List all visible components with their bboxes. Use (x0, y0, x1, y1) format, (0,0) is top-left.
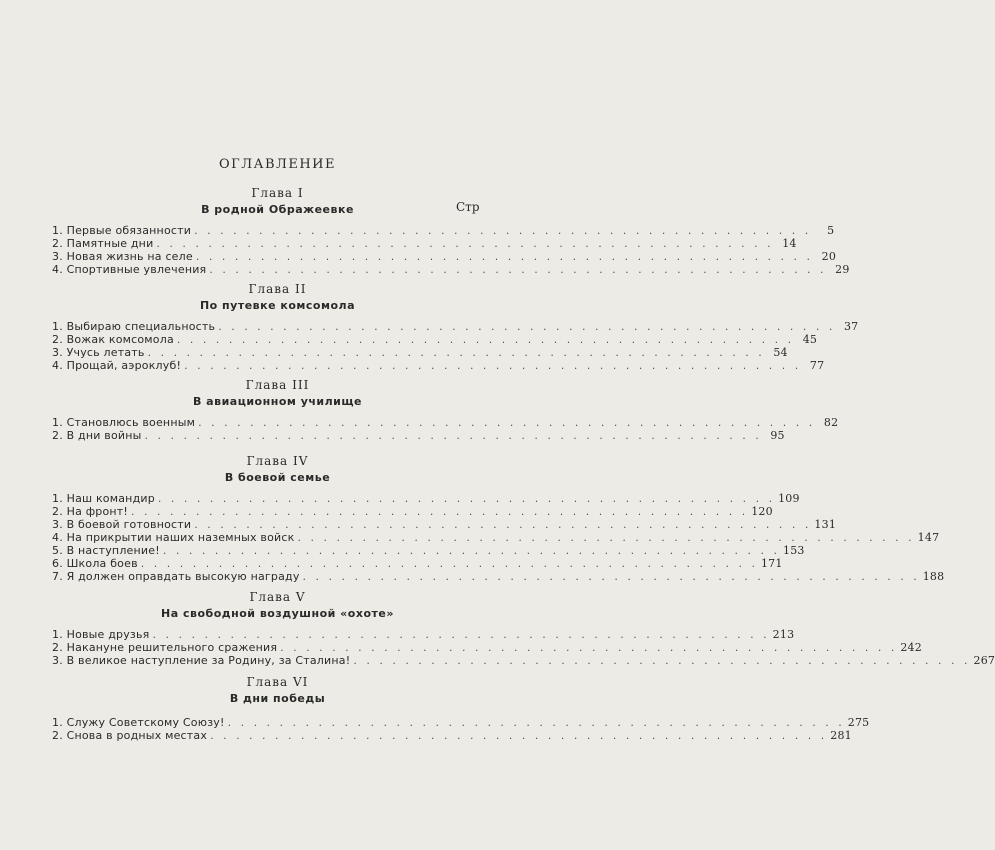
toc-entry (52, 518, 837, 531)
dot-leader: . . . . . . . . . . . . . . . . . . . . . . . . . . . . . . . . . . . . . . . . . . . . . . . . (156, 237, 774, 250)
dot-leader: . . . . . . . . . . . . . . . . . . . . . . . . . . . . . . . . . . . . . . . . . . . . . . . . (218, 320, 836, 333)
toc-entry-title: 2. Памятные дни (52, 237, 154, 250)
toc-entry-page: 37 (843, 320, 859, 333)
toc-entry-title: 1. Первые обязанности (52, 224, 192, 237)
toc-entry (52, 729, 852, 742)
chapter-label: Глава II (248, 282, 307, 296)
chapter-title: По путевке комсомола (199, 299, 356, 312)
toc-entry-title: 3. В боевой готовности (52, 518, 192, 531)
toc-entry-page: 213 (772, 628, 795, 641)
dot-leader: . . . . . . . . . . . . . . . . . . . . . . . . . . . . . . . . . . . . . . . . . . . . . . . . (227, 716, 845, 729)
page-title: ОГЛАВЛЕНИЕ (218, 157, 336, 172)
toc-entry-title: 4. Прощай, аэроклуб! (52, 359, 182, 372)
toc-entry-page: 82 (823, 416, 839, 429)
toc-entry (52, 505, 773, 518)
toc-entry (52, 320, 859, 333)
toc-entry-title: 5. В наступление! (52, 544, 160, 557)
dot-leader: . . . . . . . . . . . . . . . . . . . . . . . . . . . . . . . . . . . . . . . . . . . . . . . . (297, 531, 915, 544)
dot-leader: . . . . . . . . . . . . . . . . . . . . . . . . . . . . . . . . . . . . . . . . . . . . . . . . (162, 544, 781, 557)
chapter-label: Глава VI (246, 675, 309, 689)
toc-entry-page: 20 (821, 250, 837, 263)
toc-entry-title: 1. Выбираю специальность (52, 320, 216, 333)
chapter-title: В родной Ображеевке (201, 203, 354, 216)
toc-entry-page: 5 (827, 224, 835, 237)
chapter-label: Глава III (245, 378, 310, 392)
toc-entry-page: 45 (802, 333, 818, 346)
toc-entry-title: 1. Новые друзья (52, 628, 150, 641)
toc-entry-page: 109 (778, 492, 800, 505)
toc-entry (52, 544, 805, 557)
toc-entry (52, 224, 835, 237)
toc-entry-title: 4. Спортивные увлечения (52, 263, 207, 276)
toc-entry (52, 346, 788, 359)
dot-leader: . . . . . . . . . . . . . . . . . . . . . . . . . . . . . . . . . . . . . . . . . . . . . . . . (195, 250, 814, 263)
dot-leader: . . . . . . . . . . . . . . . . . . . . . . . . . . . . . . . . . . . . . . . . . . . . . . . . (353, 654, 971, 667)
toc-entry-page: 188 (922, 570, 945, 583)
toc-entry-title: 2. Накануне решительного сражения (52, 641, 278, 654)
toc-entry-title: 2. В дни войны (52, 429, 142, 442)
toc-entry (52, 237, 797, 250)
toc-entry (52, 250, 837, 263)
toc-entry-page: 281 (830, 729, 852, 742)
toc-entry (52, 531, 940, 544)
toc-entry-page: 95 (770, 429, 785, 442)
toc-entry-page: 171 (760, 557, 783, 570)
toc-entry-title: 1. Наш командир (52, 492, 155, 505)
toc-entry-title: 3. В великое наступление за Родину, за Сталина! (52, 654, 351, 667)
toc-entry (52, 654, 995, 667)
toc-entry-page: 14 (782, 237, 797, 250)
toc-entry-page: 147 (917, 531, 940, 544)
toc-entry-title: 3. Новая жизнь на селе (52, 250, 193, 263)
dot-leader: . . . . . . . . . . . . . . . . . . . . . . . . . . . . . . . . . . . . . . . . . . . . . . . . (131, 505, 749, 518)
chapter-label: Глава I (251, 186, 304, 200)
toc-entry-page: 54 (773, 346, 788, 359)
toc-entry-title: 3. Учусь летать (52, 346, 145, 359)
toc-entry-page: 242 (900, 641, 922, 654)
chapter-title: На свободной воздушной «охоте» (161, 607, 394, 620)
toc-entry-title: 6. Школа боев (52, 557, 138, 570)
chapter-label: Глава IV (246, 454, 309, 468)
toc-entry (52, 570, 945, 583)
dot-leader: . . . . . . . . . . . . . . . . . . . . . . . . . . . . . . . . . . . . . . . . . . . . . . . . (152, 628, 770, 641)
toc-entry (52, 416, 839, 429)
dot-leader: . . . . . . . . . . . . . . . . . . . . . . . . . . . . . . . . . . . . . . . . . . . . . . . . (184, 359, 802, 372)
toc-entry (52, 429, 785, 442)
toc-entry (52, 492, 800, 505)
toc-entry-page: 267 (973, 654, 995, 667)
toc-entry-title: 1. Становлюсь военным (52, 416, 196, 429)
dot-leader: . . . . . . . . . . . . . . . . . . . . . . . . . . . . . . . . . . . . . . . . . . . . . . . . (302, 570, 920, 583)
dot-leader: . . . . . . . . . . . . . . . . . . . . . . . . . . . . . . . . . . . . . . . . . . . . . . . . (209, 263, 827, 276)
toc-entry-title: 2. На фронт! (52, 505, 129, 518)
dot-leader: . . . . . . . . . . . . . . . . . . . . . . . . . . . . . . . . . . . . . . . . . . . . . . . . (144, 429, 762, 442)
dot-leader: . . . . . . . . . . . . . . . . . . . . . . . . . . . . . . . . . . . . . . . . . . . . . . . . (157, 492, 776, 505)
toc-entry-title: 2. Снова в родных местах (52, 729, 208, 742)
toc-entry-title: 4. На прикрытии наших наземных войск (52, 531, 295, 544)
toc-entry (52, 557, 783, 570)
dot-leader: . . . . . . . . . . . . . . . . . . . . . . . . . . . . . . . . . . . . . . . . . . . . . . . . (198, 416, 816, 429)
chapter-title: В боевой семье (224, 471, 331, 484)
chapter-label: Глава V (249, 590, 306, 604)
dot-leader: . . . . . . . . . . . . . . . . . . . . . . . . . . . . . . . . . . . . . . . . . . . . . . . . (176, 333, 795, 346)
toc-entry-page: 120 (751, 505, 773, 518)
toc-entry (52, 359, 825, 372)
toc-entry (52, 716, 870, 729)
toc-entry-title: 1. Служу Советскому Союзу! (52, 716, 225, 729)
toc-entry-page: 77 (809, 359, 825, 372)
toc-entry-page: 131 (814, 518, 837, 531)
dot-leader: . . . . . . . . . . . . . . . . . . . . . . . . . . . . . . . . . . . . . . . . . . . . . . . . (147, 346, 765, 359)
toc-entry-page: 275 (847, 716, 870, 729)
toc-entry-page: 29 (835, 263, 850, 276)
toc-entry (52, 263, 850, 276)
toc-entry-title: 7. Я должен оправдать высокую награду (52, 570, 300, 583)
dot-leader: . . . . . . . . . . . . . . . . . . . . . . . . . . . . . . . . . . . . . . . . . . . . . . . . (210, 729, 828, 742)
page-column-label: Стр (456, 200, 480, 214)
toc-entry (52, 333, 818, 346)
chapter-title: В авиационном училище (192, 395, 363, 408)
dot-leader: . . . . . . . . . . . . . . . . . . . . . . . . . . . . . . . . . . . . . . . . . . . . . . . . (280, 641, 898, 654)
chapter-title: В дни победы (229, 692, 326, 705)
toc-entry (52, 628, 795, 641)
toc-entry (52, 641, 922, 654)
toc-entry-page: 153 (783, 544, 805, 557)
dot-leader: . . . . . . . . . . . . . . . . . . . . . . . . . . . . . . . . . . . . . . . . . . . . . . . . (194, 518, 812, 531)
toc-entry-title: 2. Вожак комсомола (52, 333, 174, 346)
dot-leader: . . . . . . . . . . . . . . . . . . . . . . . . . . . . . . . . . . . . . . . . . . . . . . . . (194, 224, 812, 237)
dot-leader: . . . . . . . . . . . . . . . . . . . . . . . . . . . . . . . . . . . . . . . . . . . . . . . . (140, 557, 758, 570)
